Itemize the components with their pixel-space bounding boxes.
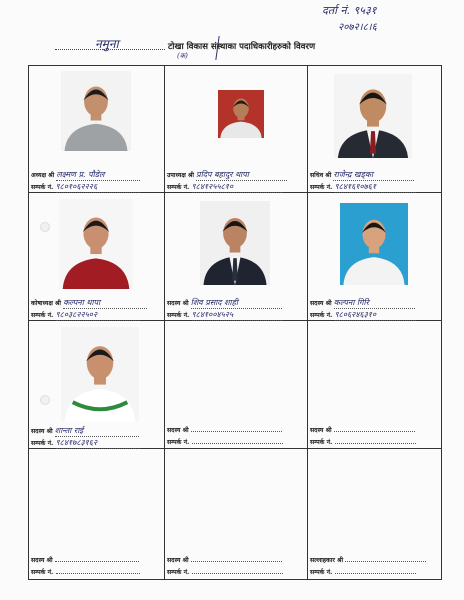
member-phone: ९८४१००४५२५ [192, 309, 283, 321]
handwritten-reference: दर्ता नं. ९५३१ [322, 4, 377, 17]
member-cell [165, 66, 308, 193]
phone-label: सम्पर्क नं. [31, 184, 56, 191]
phone-line [310, 567, 416, 576]
member-photo [61, 327, 139, 421]
phone-line [31, 309, 140, 321]
phone-label: सम्पर्क नं. [310, 184, 335, 191]
member-name: शान्ता राई [55, 425, 139, 437]
member-photo [334, 74, 412, 158]
member-name: प्रदिप बहादुर थापा [196, 169, 287, 181]
member-cell [308, 449, 441, 579]
role-label: उपाध्यक्ष श्री [167, 172, 197, 179]
member-cell [308, 321, 441, 449]
member-photo [61, 71, 131, 151]
role-label: अध्यक्ष श्री [31, 172, 57, 179]
phone-label: सम्पर्क नं. [310, 312, 335, 319]
portrait-icon [200, 201, 270, 285]
portrait-icon [59, 199, 133, 289]
member-name: कल्पना गिरि [334, 297, 415, 309]
phone-label: सम्पर्क नं. [167, 312, 192, 319]
member-cell [165, 193, 308, 321]
phone-line [167, 181, 283, 193]
portrait-icon [334, 74, 412, 158]
phone-line [167, 309, 283, 321]
phone-line [310, 181, 416, 193]
role-line [31, 297, 147, 309]
role-line [310, 169, 414, 181]
member-cell [308, 193, 441, 321]
role-line [167, 555, 282, 564]
role-label: सदस्य श्री [167, 427, 191, 434]
phone-line [310, 437, 416, 446]
role-label: सदस्य श्री [310, 300, 334, 307]
member-phone: ९८४१७८३१६२ [56, 437, 140, 449]
member-name: राजेन्द्र खड्का [333, 169, 414, 181]
role-label: सल्लाहकार श्री [310, 557, 346, 564]
member-name [334, 431, 415, 432]
member-photo [59, 199, 133, 289]
portrait-icon [61, 71, 131, 151]
member-phone: ९८४१६१०७६१ [335, 181, 416, 193]
title-handwritten: नमुना [95, 37, 119, 51]
member-phone [56, 573, 140, 574]
member-cell [165, 449, 308, 579]
member-phone: ९८०१०६२२२६ [56, 181, 140, 193]
member-phone [192, 443, 283, 444]
member-photo [218, 90, 264, 138]
phone-line [31, 181, 140, 193]
member-cell [29, 66, 165, 193]
role-line [167, 169, 287, 181]
member-phone [335, 443, 416, 444]
portrait-icon [218, 90, 264, 138]
role-label: कोषाध्यक्ष श्री [31, 300, 64, 307]
handwritten-date: २०७२।८।६ [338, 22, 377, 33]
form-title-row [55, 37, 455, 60]
role-line [31, 169, 140, 181]
portrait-icon [61, 327, 139, 421]
member-phone [192, 573, 283, 574]
phone-line [31, 437, 140, 449]
role-label: सदस्य श्री [167, 557, 191, 564]
role-label: सदस्य श्री [310, 427, 334, 434]
member-name [191, 431, 282, 432]
title-handwritten-sub: (क) [177, 52, 188, 60]
role-line [167, 297, 282, 309]
role-label: सचिव श्री [310, 172, 334, 179]
member-photo [340, 203, 408, 285]
member-phone [335, 573, 416, 574]
phone-label: सम्पर्क नं. [167, 569, 192, 576]
role-line [31, 555, 139, 564]
phone-label: सम्पर्क नं. [310, 439, 335, 446]
member-cell [29, 193, 165, 321]
role-line [310, 555, 426, 564]
phone-label: सम्पर्क नं. [167, 184, 192, 191]
member-phone: ९८०६२४६३१० [335, 309, 416, 321]
phone-label: सम्पर्क नं. [31, 312, 56, 319]
role-label: सदस्य श्री [31, 428, 55, 435]
member-name [345, 561, 426, 562]
member-name: शिव प्रसाद शाही [191, 297, 282, 309]
member-phone: ९८४१२५५८१० [192, 181, 283, 193]
phone-line [310, 309, 416, 321]
role-label: सदस्य श्री [167, 300, 191, 307]
role-line [310, 297, 415, 309]
phone-line [167, 437, 283, 446]
role-line [31, 425, 139, 437]
role-label: सदस्य श्री [31, 557, 55, 564]
phone-label: सम्पर्क नं. [31, 569, 56, 576]
member-photo [200, 201, 270, 285]
phone-label: सम्पर्क नं. [167, 439, 192, 446]
member-name [191, 561, 282, 562]
phone-label: सम्पर्क नं. [310, 569, 335, 576]
member-name: कल्पना थापा [63, 297, 147, 309]
form-title: टोखा विकास संस्थाका पदाधिकारीहरुको विवरण [168, 42, 316, 52]
member-name: लक्ष्मण प्र. पौडेल [56, 169, 140, 181]
member-cell [308, 66, 441, 193]
phone-line [31, 567, 140, 576]
member-cell [29, 321, 165, 449]
portrait-icon [340, 203, 408, 285]
member-phone: ९८०३८२२५०२ [56, 309, 140, 321]
member-name [55, 561, 139, 562]
role-line [167, 425, 282, 434]
member-cell [165, 321, 308, 449]
officials-table [28, 65, 442, 580]
role-line [310, 425, 415, 434]
phone-label: सम्पर्क नं. [31, 440, 56, 447]
phone-line [167, 567, 283, 576]
member-cell [29, 449, 165, 579]
